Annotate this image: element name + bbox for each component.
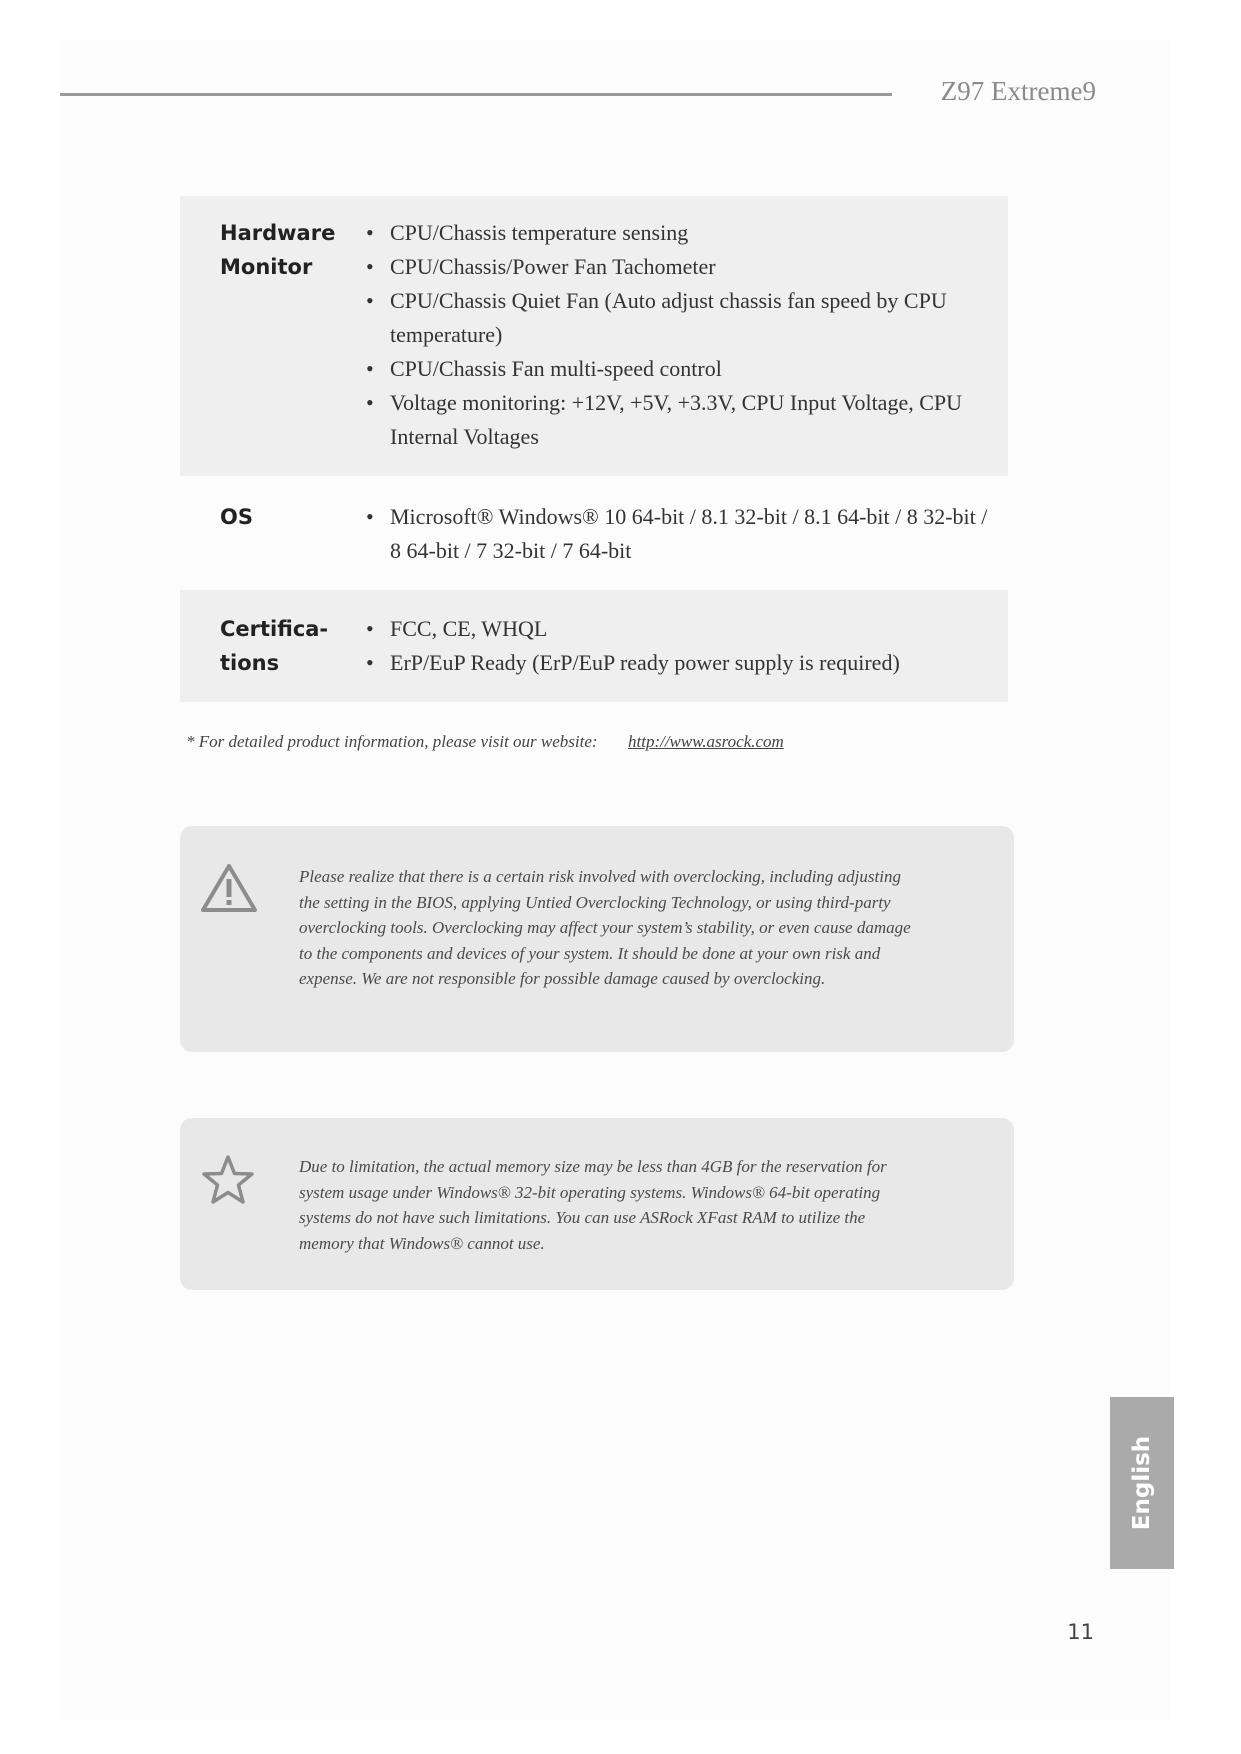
spec-item: • Microsoft® Windows® 10 64-bit / 8.1 32-bit / 8.1 64-bit / 8 32-bit / 8 64-bit / 7 32-bit / 7 64-bit bbox=[390, 500, 990, 568]
spec-label bbox=[220, 500, 253, 534]
spec-items bbox=[390, 500, 990, 568]
language-tab-label: English bbox=[1129, 1435, 1155, 1531]
spec-item: • ErP/EuP Ready (ErP/EuP ready power supply is required) bbox=[390, 646, 990, 680]
header-rule bbox=[60, 93, 892, 96]
spec-item: • CPU/Chassis temperature sensing bbox=[390, 216, 980, 250]
warning-triangle-icon bbox=[200, 862, 258, 919]
memory-note-text: Due to limitation, the actual memory size may be less than 4GB for the reservation for system usage under Windows® 32-bit operating systems. Windows® 64-bit operating systems do not have such limitations. You can use ASRock XFast RAM to utilize the memory that Windows® cannot use. bbox=[299, 1157, 887, 1253]
spec-item: • CPU/Chassis/Power Fan Tachometer bbox=[390, 250, 980, 284]
memory-note bbox=[180, 1118, 1014, 1290]
spec-label-line: Monitor bbox=[220, 255, 313, 279]
spec-label-line: Hardware bbox=[220, 221, 336, 245]
star-icon bbox=[200, 1154, 256, 1211]
spec-item: • CPU/Chassis Quiet Fan (Auto adjust chassis fan speed by CPU temperature) bbox=[390, 284, 980, 352]
website-link[interactable]: http://www.asrock.com bbox=[628, 732, 784, 751]
warning-note bbox=[180, 826, 1014, 1052]
spec-label-line: tions bbox=[220, 651, 280, 675]
spec-label bbox=[220, 216, 335, 284]
page-number: 11 bbox=[1067, 1620, 1094, 1644]
warning-note-text: Please realize that there is a certain risk involved with overclocking, including adjusting the setting in the BIOS, applying Untied Overclocking Technology, or using third-party overclocking tools. Overclocking may affect your system’s stability, or even cause damage to the components and devices of your system. It should be done at your own risk and expense. We are not responsible for possible damage caused by overclocking. bbox=[299, 867, 911, 989]
footnote-text: * For detailed product information, please visit our website: bbox=[186, 732, 598, 751]
language-tab bbox=[1110, 1397, 1174, 1569]
spec-row-hardware-monitor bbox=[180, 196, 1008, 476]
spec-row-certifications bbox=[180, 590, 1008, 702]
spec-items bbox=[390, 612, 990, 680]
spec-item: • Voltage monitoring: +12V, +5V, +3.3V, CPU Input Voltage, CPU Internal Voltages bbox=[390, 386, 980, 454]
spec-items bbox=[390, 216, 980, 454]
spec-label-line: OS bbox=[220, 505, 253, 529]
spec-item: • CPU/Chassis Fan multi-speed control bbox=[390, 352, 980, 386]
spec-label bbox=[220, 612, 328, 680]
spec-row-os bbox=[180, 490, 1008, 582]
header-title: Z97 Extreme9 bbox=[940, 76, 1096, 106]
spec-item: • FCC, CE, WHQL bbox=[390, 612, 990, 646]
spec-label-line: Certifica- bbox=[220, 617, 329, 641]
